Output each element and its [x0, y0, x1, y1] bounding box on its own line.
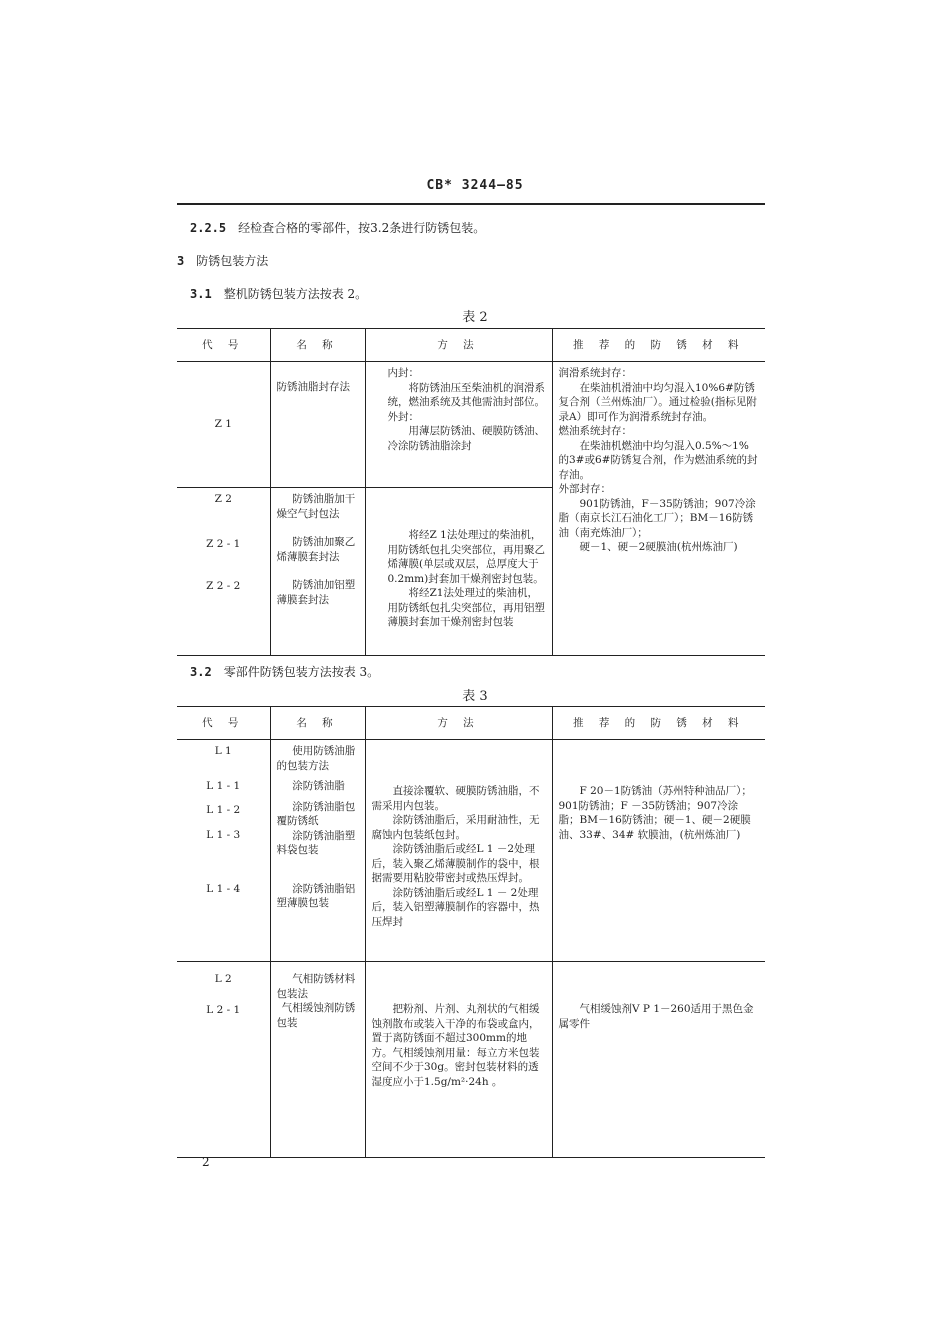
- table-3-caption: 表 3: [462, 689, 488, 704]
- t3-header-materials: 推 荐 的 防 锈 材 料: [552, 707, 765, 740]
- t2-z2-names: 防锈油脂加干燥空气封包法 防锈油加聚乙烯薄膜套封法 防锈油加铝塑薄膜套封法: [270, 488, 365, 656]
- t2-header-name: 名 称: [270, 329, 365, 362]
- page-number: 2: [202, 1155, 210, 1169]
- t3-header-name: 名 称: [270, 707, 365, 740]
- section-3-1: 3.1 整机防锈包装方法按表 2。: [190, 287, 368, 301]
- section-2-2-5: 2.2.5 经检查合格的零部件，按3.2条进行防锈包装。: [190, 221, 486, 235]
- section-3-heading: 3 防锈包装方法: [177, 254, 269, 268]
- t2-z1-method: 内封： 将防锈油压至柴油机的润滑系统，燃油系统及其他需油封部位。 外封： 用薄层防锈油、硬膜防锈油、冷涂防锈油脂涂封: [365, 362, 552, 488]
- table-2-caption: 表 2: [462, 310, 488, 325]
- t3-header-method: 方 法: [365, 707, 552, 740]
- t3-l1-materials: F 20－1防锈油（苏州特种油品厂）；901防锈油；F －35防锈油；907冷涂脂；BM－16防锈油；硬－1、硬－2硬膜油、33#、34# 软膜油，(杭州炼油厂): [552, 740, 765, 962]
- t2-header-method: 方 法: [365, 329, 552, 362]
- t3-header-code: 代 号: [177, 707, 270, 740]
- document-code: CB* 3244—85: [426, 178, 524, 193]
- t3-l2-names: 气相防锈材料包装法 气相缓蚀剂防锈包装: [270, 962, 365, 1158]
- t3-l2-codes: L 2 L 2 - 1: [177, 962, 270, 1158]
- t2-z1-code: Z 1: [214, 418, 232, 431]
- t3-l1-methods: 直接涂覆软、硬膜防锈油脂，不需采用内包装。 涂防锈油脂后，采用耐油性，无腐蚀内包装纸包封。 涂防锈油脂后或经L 1 －2处理后，装入聚乙烯薄膜制作的袋中，根据需要用粘胶带密封或热压焊封。 涂防锈油脂后或经L 1 － 2处理后，装入铝塑薄膜制作的容器中，热压焊封: [365, 740, 552, 962]
- t2-header-code: 代 号: [177, 329, 270, 362]
- t3-l1-names: 使用防锈油脂的包装方法 涂防锈油脂 涂防锈油脂包覆防锈纸 涂防锈油脂塑料袋包装 涂防锈油脂铝塑薄膜包装: [270, 740, 365, 962]
- section-3-2: 3.2 零部件防锈包装方法按表 3。: [190, 665, 380, 679]
- t2-header-materials: 推 荐 的 防 锈 材 料: [552, 329, 765, 362]
- t3-l2-materials: 气相缓蚀剂V P 1－260适用于黑色金属零件: [552, 962, 765, 1158]
- table-2: [177, 328, 765, 656]
- t2-z2-methods: 将经Z 1法处理过的柴油机，用防锈纸包扎尖突部位，再用聚乙烯薄膜(单层或双层，总厚度大于0.2mm)封套加干燥剂密封包装。 将经Z1法处理过的柴油机，用防锈纸包扎尖突部位，再用铝塑薄膜封套加干燥剂密封包装: [365, 488, 552, 656]
- t3-l1-codes: L 1 L 1 - 1 L 1 - 2 L 1 - 3 L 1 - 4: [206, 745, 241, 895]
- t3-l2-method: 把粉剂、片剂、丸剂状的气相缓蚀剂散布或装入干净的布袋或盒内，置于离防锈面不超过300mm的地方。气相缓蚀剂用量：每立方米包装空间不少于30g。密封包装材料的透湿度应小于1.5g/m²·24h 。: [365, 962, 552, 1158]
- table-3: [177, 706, 765, 1158]
- t2-z1-name: 防锈油脂封存法: [270, 362, 365, 488]
- t2-materials: 润滑系统封存： 在柴油机滑油中均匀混入10%6#防锈复合剂（兰州炼油厂）。通过检验(指标见附录A）即可作为润滑系统封存油。 燃油系统封存： 在柴油机燃油中均匀混入0.5%～1%的3#或6#防锈复合剂，作为燃油系统的封存油。 外部封存： 901防锈油，F－35防锈油；907冷涂脂（南京长江石油化工厂）；BM－16防锈油（南充炼油厂）； 硬－1、硬－2硬膜油(杭州炼油厂): [552, 362, 765, 656]
- header-rule: [177, 203, 765, 205]
- t2-z2-codes: Z 2 Z 2 - 1 Z 2 - 2: [177, 488, 270, 656]
